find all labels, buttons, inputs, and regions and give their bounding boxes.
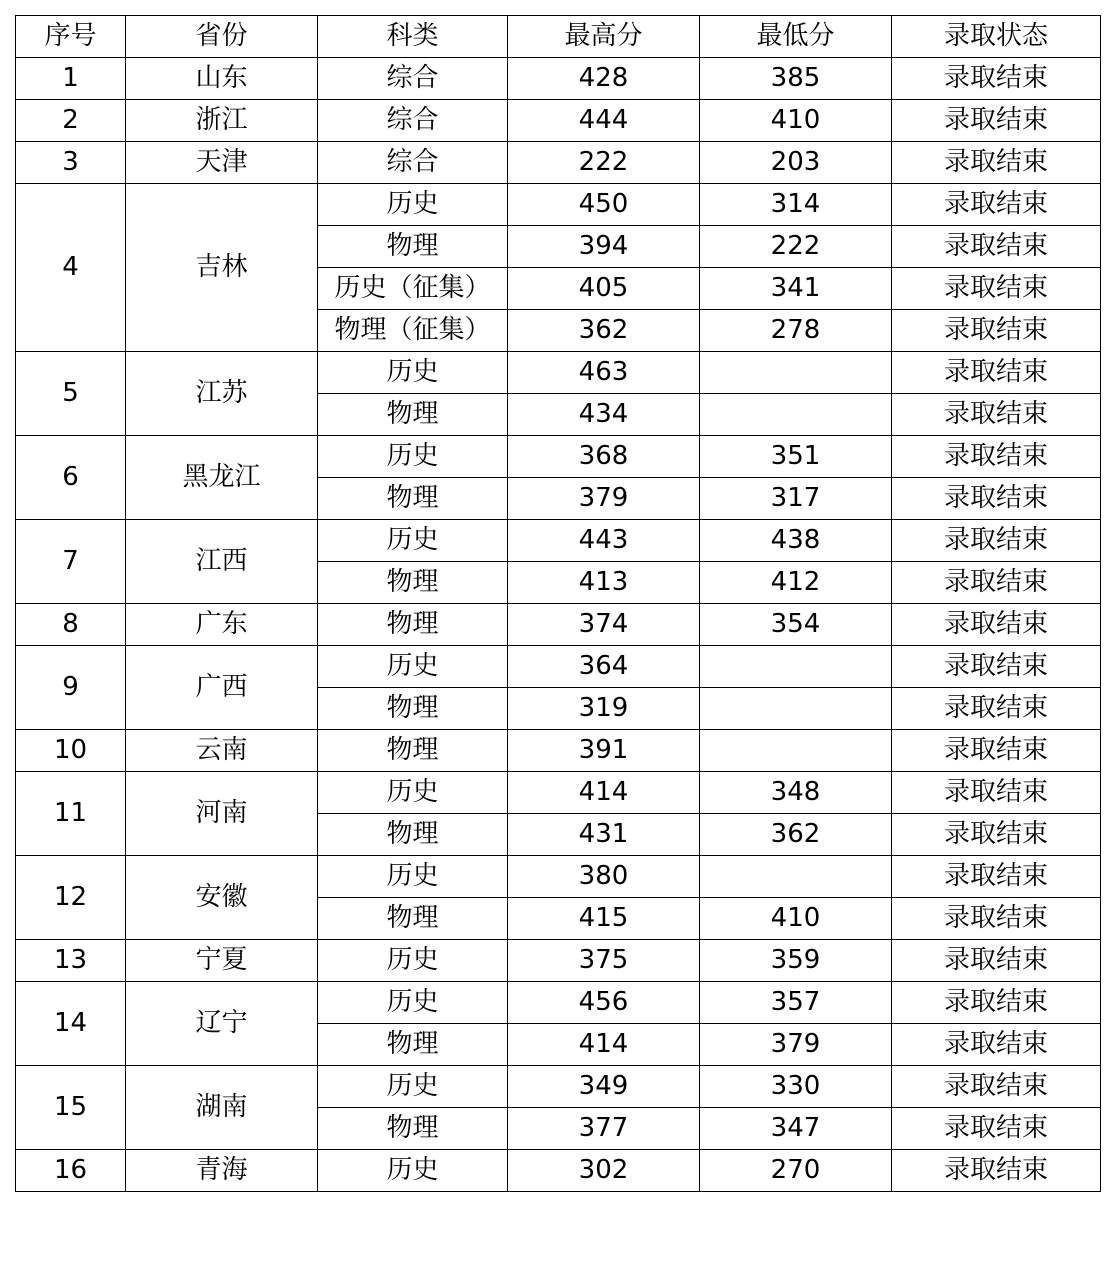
- table-row: [16, 940, 1101, 982]
- subject-cell: 物理: [318, 226, 508, 268]
- status-cell: 录取结束: [892, 58, 1101, 100]
- max-score-cell: 463: [508, 352, 700, 394]
- status-cell: 录取结束: [892, 520, 1101, 562]
- max-score-cell: 222: [508, 142, 700, 184]
- subject-cell: 物理: [318, 730, 508, 772]
- status-cell: 录取结束: [892, 142, 1101, 184]
- subject-cell: 历史: [318, 520, 508, 562]
- header-cell-province: 省份: [126, 16, 318, 58]
- max-score-cell: 414: [508, 772, 700, 814]
- status-cell: 录取结束: [892, 310, 1101, 352]
- row-number-cell: 10: [16, 730, 126, 772]
- min-score-cell: 379: [700, 1024, 892, 1066]
- min-score-cell: [700, 730, 892, 772]
- table-row: [16, 436, 1101, 478]
- province-cell: 广西: [126, 646, 318, 730]
- status-cell: 录取结束: [892, 604, 1101, 646]
- table-row: [16, 1066, 1101, 1108]
- row-number-cell: 9: [16, 646, 126, 730]
- min-score-cell: 341: [700, 268, 892, 310]
- province-cell: 广东: [126, 604, 318, 646]
- min-score-cell: 203: [700, 142, 892, 184]
- status-cell: 录取结束: [892, 1024, 1101, 1066]
- min-score-cell: 278: [700, 310, 892, 352]
- max-score-cell: 391: [508, 730, 700, 772]
- status-cell: 录取结束: [892, 268, 1101, 310]
- province-cell: 云南: [126, 730, 318, 772]
- status-cell: 录取结束: [892, 1108, 1101, 1150]
- header-cell-max-score: 最高分: [508, 16, 700, 58]
- province-cell: 浙江: [126, 100, 318, 142]
- max-score-cell: 377: [508, 1108, 700, 1150]
- min-score-cell: 351: [700, 436, 892, 478]
- max-score-cell: 380: [508, 856, 700, 898]
- status-cell: 录取结束: [892, 940, 1101, 982]
- province-cell: 江西: [126, 520, 318, 604]
- province-cell: 河南: [126, 772, 318, 856]
- max-score-cell: 428: [508, 58, 700, 100]
- subject-cell: 历史: [318, 856, 508, 898]
- min-score-cell: 317: [700, 478, 892, 520]
- subject-cell: 物理: [318, 814, 508, 856]
- header-cell-status: 录取状态: [892, 16, 1101, 58]
- max-score-cell: 364: [508, 646, 700, 688]
- max-score-cell: 368: [508, 436, 700, 478]
- max-score-cell: 302: [508, 1150, 700, 1192]
- row-number-cell: 7: [16, 520, 126, 604]
- min-score-cell: [700, 646, 892, 688]
- min-score-cell: 385: [700, 58, 892, 100]
- subject-cell: 物理: [318, 604, 508, 646]
- row-number-cell: 16: [16, 1150, 126, 1192]
- province-cell: 山东: [126, 58, 318, 100]
- row-number-cell: 2: [16, 100, 126, 142]
- status-cell: 录取结束: [892, 982, 1101, 1024]
- row-number-cell: 5: [16, 352, 126, 436]
- header-cell-subject: 科类: [318, 16, 508, 58]
- subject-cell: 历史: [318, 1150, 508, 1192]
- status-cell: 录取结束: [892, 1066, 1101, 1108]
- subject-cell: 历史: [318, 772, 508, 814]
- province-cell: 吉林: [126, 184, 318, 352]
- max-score-cell: 413: [508, 562, 700, 604]
- header-cell-no: 序号: [16, 16, 126, 58]
- table-row: [16, 58, 1101, 100]
- status-cell: 录取结束: [892, 100, 1101, 142]
- subject-cell: 历史: [318, 646, 508, 688]
- status-cell: 录取结束: [892, 688, 1101, 730]
- max-score-cell: 362: [508, 310, 700, 352]
- max-score-cell: 415: [508, 898, 700, 940]
- subject-cell: 历史: [318, 436, 508, 478]
- status-cell: 录取结束: [892, 226, 1101, 268]
- status-cell: 录取结束: [892, 646, 1101, 688]
- max-score-cell: 431: [508, 814, 700, 856]
- max-score-cell: 349: [508, 1066, 700, 1108]
- subject-cell: 综合: [318, 58, 508, 100]
- subject-cell: 物理: [318, 478, 508, 520]
- status-cell: 录取结束: [892, 814, 1101, 856]
- max-score-cell: 394: [508, 226, 700, 268]
- subject-cell: 物理: [318, 562, 508, 604]
- max-score-cell: 444: [508, 100, 700, 142]
- subject-cell: 历史: [318, 982, 508, 1024]
- subject-cell: 历史: [318, 940, 508, 982]
- min-score-cell: 314: [700, 184, 892, 226]
- subject-cell: 历史（征集）: [318, 268, 508, 310]
- max-score-cell: 374: [508, 604, 700, 646]
- row-number-cell: 14: [16, 982, 126, 1066]
- status-cell: 录取结束: [892, 730, 1101, 772]
- status-cell: 录取结束: [892, 562, 1101, 604]
- row-number-cell: 15: [16, 1066, 126, 1150]
- table-row: [16, 646, 1101, 688]
- row-number-cell: 1: [16, 58, 126, 100]
- max-score-cell: 405: [508, 268, 700, 310]
- table-row: [16, 142, 1101, 184]
- subject-cell: 物理: [318, 394, 508, 436]
- max-score-cell: 414: [508, 1024, 700, 1066]
- min-score-cell: 357: [700, 982, 892, 1024]
- province-cell: 江苏: [126, 352, 318, 436]
- min-score-cell: 222: [700, 226, 892, 268]
- min-score-cell: 348: [700, 772, 892, 814]
- min-score-cell: [700, 352, 892, 394]
- status-cell: 录取结束: [892, 898, 1101, 940]
- min-score-cell: 330: [700, 1066, 892, 1108]
- status-cell: 录取结束: [892, 352, 1101, 394]
- min-score-cell: 438: [700, 520, 892, 562]
- max-score-cell: 379: [508, 478, 700, 520]
- row-number-cell: 3: [16, 142, 126, 184]
- status-cell: 录取结束: [892, 436, 1101, 478]
- row-number-cell: 8: [16, 604, 126, 646]
- max-score-cell: 375: [508, 940, 700, 982]
- status-cell: 录取结束: [892, 772, 1101, 814]
- status-cell: 录取结束: [892, 856, 1101, 898]
- min-score-cell: 362: [700, 814, 892, 856]
- table-row: [16, 520, 1101, 562]
- max-score-cell: 319: [508, 688, 700, 730]
- table-row: [16, 856, 1101, 898]
- table-row: [16, 730, 1101, 772]
- table-row: [16, 982, 1101, 1024]
- min-score-cell: [700, 688, 892, 730]
- min-score-cell: 354: [700, 604, 892, 646]
- row-number-cell: 12: [16, 856, 126, 940]
- table-row: [16, 772, 1101, 814]
- row-number-cell: 4: [16, 184, 126, 352]
- max-score-cell: 456: [508, 982, 700, 1024]
- min-score-cell: 359: [700, 940, 892, 982]
- min-score-cell: [700, 394, 892, 436]
- max-score-cell: 434: [508, 394, 700, 436]
- header-cell-min-score: 最低分: [700, 16, 892, 58]
- table-row: [16, 184, 1101, 226]
- province-cell: 天津: [126, 142, 318, 184]
- status-cell: 录取结束: [892, 394, 1101, 436]
- min-score-cell: 410: [700, 898, 892, 940]
- table-row: [16, 100, 1101, 142]
- province-cell: 安徽: [126, 856, 318, 940]
- province-cell: 青海: [126, 1150, 318, 1192]
- header-row: [16, 16, 1101, 58]
- min-score-cell: 347: [700, 1108, 892, 1150]
- admission-score-table: [15, 15, 1101, 1192]
- province-cell: 黑龙江: [126, 436, 318, 520]
- province-cell: 辽宁: [126, 982, 318, 1066]
- subject-cell: 物理（征集）: [318, 310, 508, 352]
- min-score-cell: [700, 856, 892, 898]
- status-cell: 录取结束: [892, 184, 1101, 226]
- table-body: [16, 16, 1101, 1192]
- subject-cell: 物理: [318, 1024, 508, 1066]
- subject-cell: 物理: [318, 898, 508, 940]
- subject-cell: 物理: [318, 688, 508, 730]
- row-number-cell: 6: [16, 436, 126, 520]
- min-score-cell: 410: [700, 100, 892, 142]
- row-number-cell: 11: [16, 772, 126, 856]
- table-row: [16, 604, 1101, 646]
- subject-cell: 历史: [318, 184, 508, 226]
- subject-cell: 物理: [318, 1108, 508, 1150]
- table-row: [16, 352, 1101, 394]
- table-row: [16, 1150, 1101, 1192]
- province-cell: 湖南: [126, 1066, 318, 1150]
- subject-cell: 历史: [318, 1066, 508, 1108]
- subject-cell: 综合: [318, 142, 508, 184]
- status-cell: 录取结束: [892, 1150, 1101, 1192]
- min-score-cell: 270: [700, 1150, 892, 1192]
- max-score-cell: 443: [508, 520, 700, 562]
- status-cell: 录取结束: [892, 478, 1101, 520]
- subject-cell: 综合: [318, 100, 508, 142]
- min-score-cell: 412: [700, 562, 892, 604]
- max-score-cell: 450: [508, 184, 700, 226]
- row-number-cell: 13: [16, 940, 126, 982]
- subject-cell: 历史: [318, 352, 508, 394]
- province-cell: 宁夏: [126, 940, 318, 982]
